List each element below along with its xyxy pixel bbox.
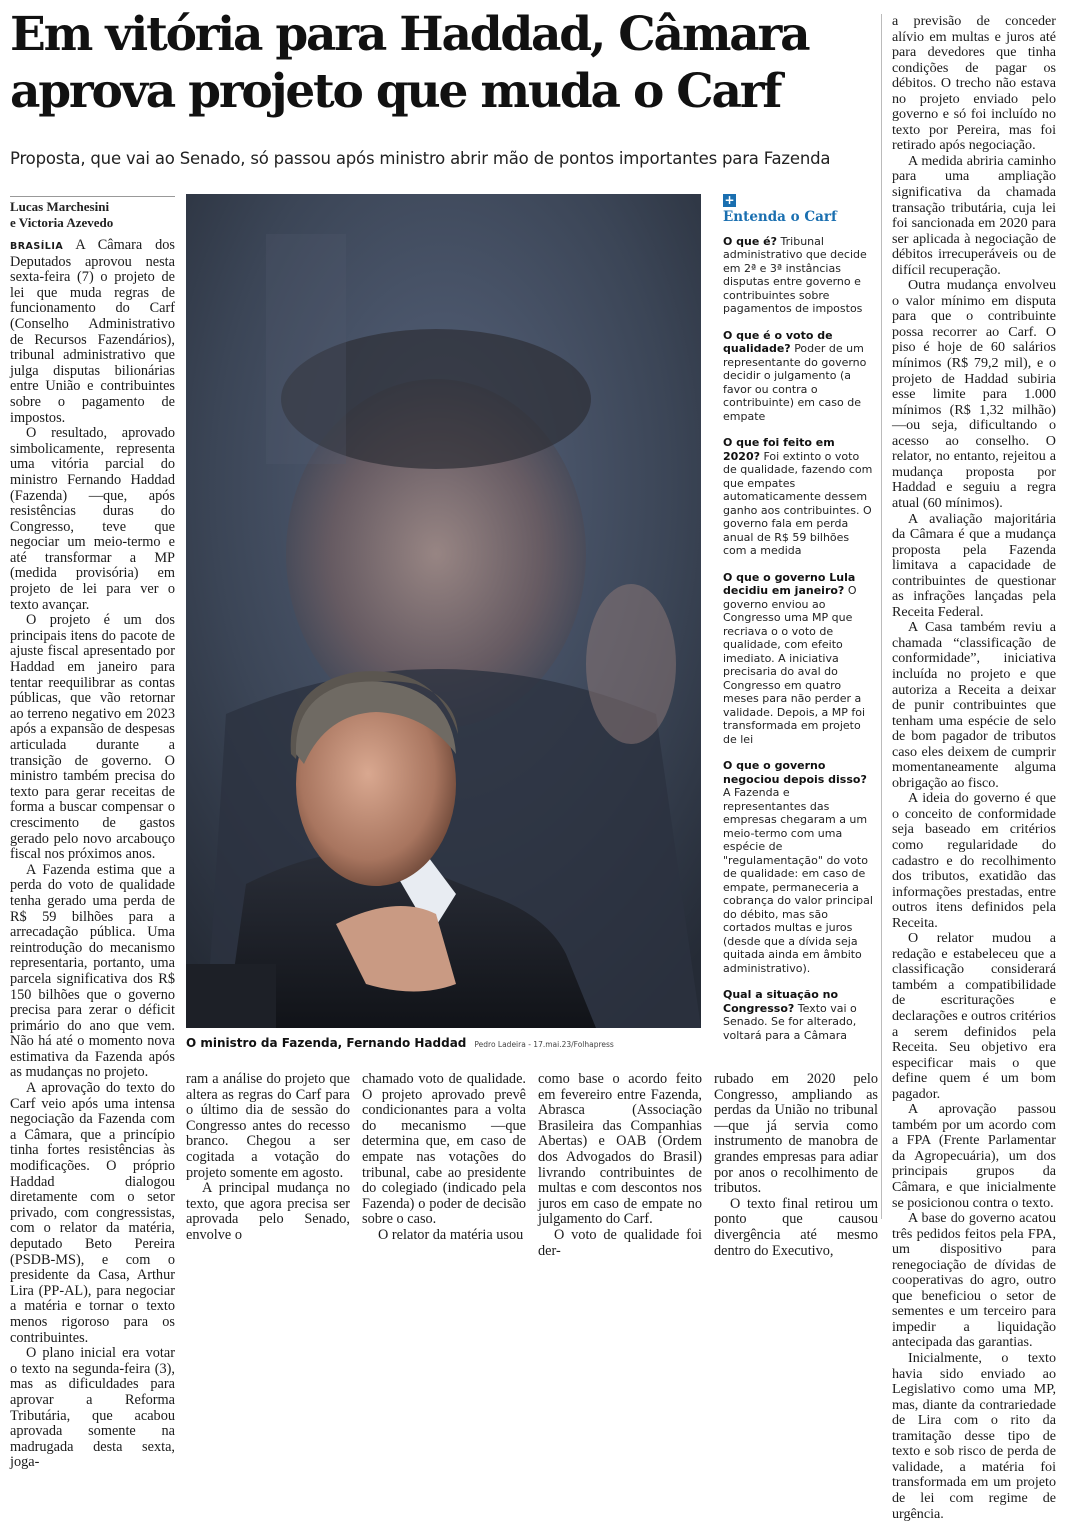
article-column-3 [362, 1071, 526, 1243]
article-paragraph: A Fazenda estima que a perda do voto de qualidade tenha gerado uma perda de R$ 59 bilhões para a arrecadação pública. Uma reintrodução do mecanismo representaria, portanto, uma parcela significativa dos R$ 150 bilhões que o governo precisa para zerar o déficit primário do ano que vem. Não há até o momento nova estimativa da Fazenda após as mudanças no projeto. [10, 861, 175, 1081]
sidebar-item [723, 571, 873, 747]
article-paragraph: A aprovação passou também por um acordo com a FPA (Frente Parlamentar da Agropecuária), um dos principais grupos da Câmara, e que inicialmente se posicionou contra o texto. [892, 1101, 1056, 1211]
sidebar-answer: Texto vai o Senado. Se for alterado, voltará para a Câmara [723, 1001, 857, 1042]
article-paragraph: A ideia do governo é que o conceito de conformidade seja baseado em critérios como regularidade do cadastro e do recolhimento dos tributos, exatidão das informações prestadas, entre outros itens definidos pela Receita. [892, 790, 1056, 931]
sidebar-answer: Foi extinto o voto de qualidade, fazendo com que empates automaticamente dessem ganho aos contribuintes. O governo fala em perda anual de R$ 59 bilhões com a medida [723, 449, 873, 557]
plus-icon: + [724, 193, 735, 207]
article-paragraph: O resultado, aprovado simbolicamente, representa uma vitória parcial do ministro Fernando Haddad (Fazenda) —que, após resistências duras do Congresso, teve que negociar um meio-termo e até transformar a MP (medida provisória) em projeto de lei para ver o texto avançar. [10, 425, 175, 613]
subheadline: Proposta, que vai ao Senado, só passou após ministro abrir mão de pontos importantes para Fazenda [10, 149, 831, 168]
article-paragraph: A Casa também reviu a chamada “classificação de conformidade”, iniciativa incluída no projeto e que autoriza a Receita a deixar de punir contribuintes que tenham uma espécie de selo de bom pagador de tributos caso eles deixem de cumprir momentaneamente alguma obrigação ao fisco. [892, 619, 1056, 791]
sidebar-item [723, 988, 873, 1042]
sidebar-question: O que foi feito em 2020? [723, 436, 835, 463]
sidebar-answer: O governo enviou ao Congresso uma MP que recriava o o voto de qualidade, com efeito imediato. A iniciativa precisaria do aval do Congresso em quatro meses para não perder a validade. Depois, a MP foi transformada em projeto de lei [723, 584, 866, 746]
sidebar-question: O que é? [723, 234, 778, 248]
article-paragraph: A principal mudança no texto, que agora precisa ser aprovada pelo Senado, envolve o [186, 1180, 350, 1243]
byline-author-1: Lucas Marchesini [10, 199, 110, 214]
sidebar-question: O que o governo Lula decidiu em janeiro? [723, 570, 856, 597]
article-paragraph: O voto de qualidade foi der- [538, 1226, 702, 1259]
sidebar-item [723, 235, 873, 316]
caption-text: O ministro da Fazenda, Fernando Haddad [186, 1036, 467, 1050]
sidebar-item [723, 329, 873, 424]
dateline: BRASÍLIA [10, 241, 64, 252]
article-column-5 [714, 1071, 878, 1259]
article-paragraph: a previsão de conceder alívio em multas e juros até para devedores que tinha condições de pagar os débitos. O trecho não estava no projeto enviado pelo governo e só foi incluído no texto por Pereira, mas foi retirado após negociação. [892, 13, 1056, 154]
article-column-6 [892, 13, 1056, 1522]
sidebar-answer: A Fazenda e representantes das empresas chegaram a um meio-termo com uma espécie de "regulamentação" do voto de qualidade: em caso de empate, permaneceria a cobrança do valor principal do débito, mas são cortados multas e juros (desde que a dívida seja quitada ainda em âmbito administrativo). [723, 786, 873, 975]
article-paragraph: A avaliação majoritária da Câmara é que a mudança proposta pela Fazenda limitava a capacidade de contribuintes de questionar as infrações lançadas pela Receita Federal. [892, 510, 1056, 620]
photo-caption [186, 1032, 701, 1051]
article-paragraph: A aprovação do texto do Carf veio após uma intensa negociação da Fazenda com a Câmara, que a princípio tinha fortes resistências às modificações. O próprio Haddad dialogou diretamente com o setor privado, com congressistas, com o relator da matéria, deputado Beto Pereira (PSDB-MS), e com o presidente da Casa, Arthur Lira (PP-AL), para negociar a matéria e tornar o texto menos rigoroso para os contribuintes. [10, 1080, 175, 1346]
sidebar-answer: Poder de um representante do governo decidir o julgamento (a favor ou contra o contribuinte) em caso de empate [723, 342, 867, 423]
sidebar-box [723, 194, 873, 1055]
article-paragraph: BRASÍLIA A Câmara dos Deputados aprovou nesta sexta-feira (7) o projeto de lei que muda regras de funcionamento do Carf (Conselho Administrativo de Recursos Fazendários), tribunal administrativo que julga disputas bilionárias entre União e contribuintes sobre o pagamento de impostos. [10, 237, 175, 426]
sidebar-item [723, 436, 873, 558]
article-paragraph: Outra mudança envolveu o valor mínimo em disputa para que o contribuinte possa recorrer ao Carf. O piso é hoje de 60 salários mínimos (R$ 79,2 mil), e o projeto de Haddad subiria esse limite para 1.000 mínimos (R$ 1,32 milhão) —ou seja, dificultando o acesso ao conselho. O relator, no entanto, rejeitou a mudança proposta por Haddad e seguiu a regra atual (60 mínimos). [892, 277, 1056, 511]
article-paragraph: A base do governo acatou três pedidos feitos pela FPA, um dispositivo para renegociação de dívidas de cooperativas do agro, outro que beneficiou o setor de sementes e um terceiro para impedir a liquidação antecipada das garantias. [892, 1210, 1056, 1351]
headline: Em vitória para Haddad, Câmara aprova projeto que muda o Carf [10, 7, 809, 119]
article-paragraph: ram a análise do projeto que altera as regras do Carf para o último dia de sessão do Congresso antes do recesso branco. Chegou a ser cogitada a votação do projeto somente em agosto. [186, 1071, 350, 1181]
article-paragraph: A medida abriria caminho para uma ampliação significativa da chamada transação tributária, cuja lei foi sancionada em 2020 para ser aplicada à negociação de débitos irrecuperáveis ou de difícil recuperação. [892, 152, 1056, 278]
article-column-2 [186, 1071, 350, 1243]
article-column-4 [538, 1071, 702, 1259]
sidebar-question: O que é o voto de qualidade? [723, 328, 833, 355]
byline-author-2: e Victoria Azevedo [10, 215, 114, 230]
article-paragraph: chamado voto de qualidade. O projeto aprovado prevê condicionantes para a volta do mecanismo —que determina que, em caso de empate nas votações do tribunal, cabe ao presidente do colegiado (indicado pela Fazenda) o poder de decisão sobre o caso. [362, 1071, 526, 1228]
sidebar-answer: Tribunal administrativo que decide em 2ª e 3ª instâncias disputas entre governo e contribuintes sobre pagamentos de impostos [723, 234, 867, 315]
sidebar-title: Entenda o Carf [723, 209, 837, 225]
article-paragraph: O projeto é um dos principais itens do pacote de ajuste fiscal apresentado por Haddad em janeiro para tentar reequilibrar as contas públicas, que vão retornar ao terreno negativo em 2023 após a expansão de despesas articulada durante a transição de governo. O ministro também precisa do texto para gerar receitas de forma a buscar compensar o crescimento de gastos gerado pelo novo arcabouço fiscal nos próximos anos. [10, 612, 175, 863]
article-paragraph: como base o acordo feito em fevereiro entre Fazenda, Abrasca (Associação Brasileira das Companhias Abertas) e OAB (Ordem dos Advogados do Brasil) livrando contribuintes de multas e com descontos nos juros em caso de empate no julgamento do Carf. [538, 1071, 702, 1228]
article-column-1 [10, 237, 175, 1471]
article-photo [186, 194, 701, 1028]
column-divider [881, 14, 882, 1219]
byline [10, 196, 175, 231]
sidebar-question: O que o governo negociou depois disso? [723, 759, 867, 786]
article-paragraph: O relator mudou a redação e estabeleceu que a classificação considerará também a compatibilidade de escriturações e declarações e outros critérios a serem definidos pela Receita. Seu objetivo era especificar mais o que define quem é um bom pagador. [892, 930, 1056, 1102]
article-paragraph: O relator da matéria usou [378, 1226, 524, 1243]
photo-credit: Pedro Ladeira - 17.mai.23/Folhapress [474, 1040, 614, 1049]
article-paragraph: Inicialmente, o texto havia sido enviado ao Legislativo como uma MP, mas, diante da contrariedade de Lira com o rito da tramitação desse tipo de texto e sob risco de perda de validade, a matéria foi transformada em um projeto de lei com regime de urgência. [892, 1350, 1056, 1522]
sidebar-item [723, 759, 873, 975]
article-paragraph: rubado em 2020 pelo Congresso, ampliando as perdas da União no tribunal —que já servia como instrumento de manobra de grandes empresas para adiar por anos o recolhimento de tributos. [714, 1071, 878, 1197]
article-paragraph: O texto final retirou um ponto que causou divergência até mesmo dentro do Executivo, [714, 1195, 878, 1259]
sidebar-question: Qual a situação no Congresso? [723, 988, 839, 1015]
photo-illustration [186, 194, 701, 1028]
article-paragraph: O plano inicial era votar o texto na segunda-feira (3), mas as dificuldades para aprovar a Reforma Tributária, que acabou aprovada somente na madrugada desta sexta, joga- [10, 1345, 175, 1471]
